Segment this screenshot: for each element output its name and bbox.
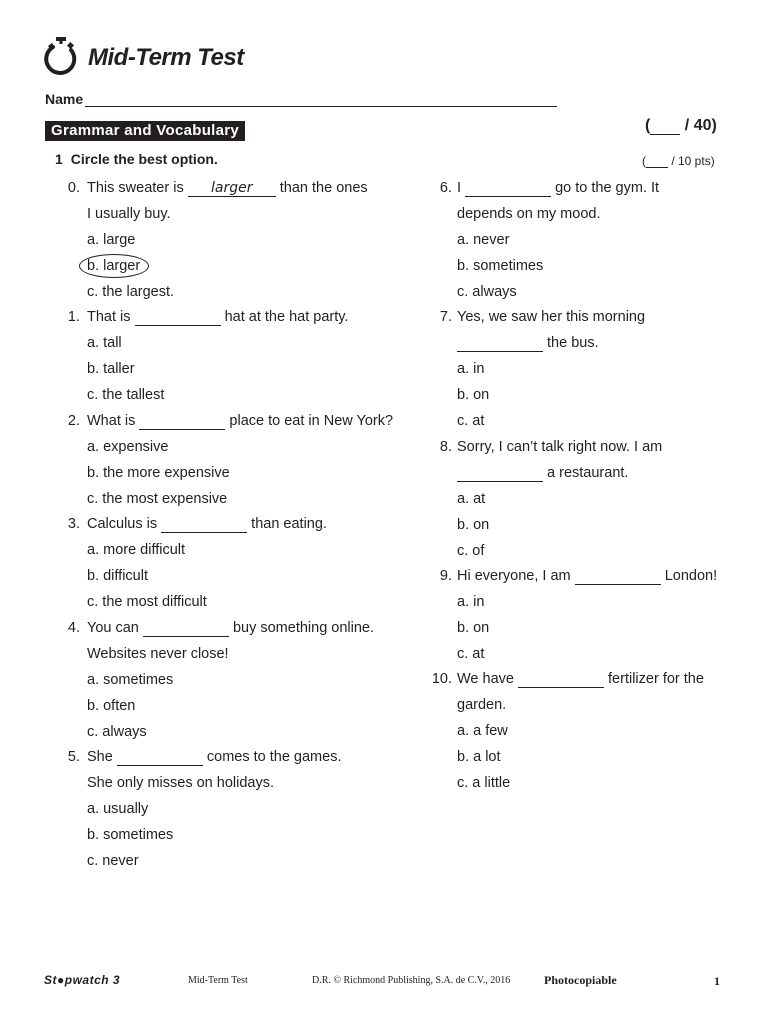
option[interactable]: a. more difficult	[87, 542, 186, 558]
option[interactable]: b. sometimes	[457, 258, 544, 274]
question-number: 6.	[439, 180, 452, 196]
option[interactable]: a. sometimes	[87, 672, 174, 688]
stem-after: buy something online.	[232, 620, 375, 636]
question-stem-line2: depends on my mood.	[457, 206, 601, 222]
stem-before: Yes, we saw her this morning	[457, 309, 646, 325]
question-stem	[87, 412, 393, 430]
stem-before: I	[457, 180, 462, 196]
stem-after: hat at the hat party.	[224, 309, 349, 325]
option-selected[interactable]: b. larger	[87, 258, 141, 274]
question-number: 8.	[439, 439, 452, 455]
stem-after: fertilizer for the	[608, 671, 704, 687]
footer-logo: St●pwatch 3	[44, 973, 121, 987]
stem-before: We have	[457, 671, 514, 687]
option[interactable]: c. the largest.	[87, 284, 175, 300]
question-stem	[87, 748, 341, 766]
question-stem	[457, 179, 659, 197]
option[interactable]: c. the tallest	[87, 387, 165, 403]
question-number: 5.	[67, 749, 80, 765]
page-number: 1	[714, 974, 720, 988]
option[interactable]: a. a few	[457, 723, 508, 739]
question-stem	[457, 438, 662, 456]
answer-blank[interactable]	[143, 622, 229, 637]
answer-blank[interactable]	[518, 673, 604, 688]
question-number: 2.	[67, 413, 80, 429]
answer-blank[interactable]	[457, 337, 543, 352]
option[interactable]: a. at	[457, 491, 486, 507]
option[interactable]: a. usually	[87, 801, 149, 817]
footer-test-name: Mid-Term Test	[188, 975, 248, 986]
stem-after: place to eat in New York?	[229, 413, 394, 429]
stem-after: the bus.	[547, 335, 599, 351]
name-line[interactable]	[85, 90, 557, 107]
option[interactable]: c. a little	[457, 775, 511, 791]
question-number: 0.	[67, 180, 80, 196]
option[interactable]: b. a lot	[457, 749, 501, 765]
question-stem-line2: garden.	[457, 697, 507, 713]
option[interactable]: b. on	[457, 620, 490, 636]
answer-blank[interactable]	[188, 182, 276, 197]
name-label: Name	[45, 91, 84, 107]
question-number: 7.	[439, 309, 452, 325]
option[interactable]: a. never	[457, 232, 510, 248]
exercise-number: 1	[55, 151, 63, 167]
section-heading: Grammar and Vocabulary	[45, 121, 245, 141]
stem-after: go to the gym. It	[555, 180, 660, 196]
total-score-blank[interactable]	[650, 120, 680, 135]
option[interactable]: c. the most difficult	[87, 594, 207, 610]
option[interactable]: c. always	[457, 284, 517, 300]
stem-after: a restaurant.	[547, 465, 629, 481]
option[interactable]: a. tall	[87, 335, 122, 351]
stem-after: than the ones	[279, 180, 368, 196]
handwritten-answer: larger	[210, 180, 253, 196]
question-number: 4.	[67, 620, 80, 636]
question-stem-line2: I usually buy.	[87, 206, 171, 222]
option[interactable]: c. the most expensive	[87, 491, 228, 507]
stem-after: comes to the games.	[206, 749, 342, 765]
stem-before: You can	[87, 620, 139, 636]
question-stem-line2: Websites never close!	[87, 646, 229, 662]
footer-photocopiable: Photocopiable	[544, 973, 617, 987]
exercise-points	[642, 154, 715, 168]
question-stem-line2: She only misses on holidays.	[87, 775, 274, 791]
answer-blank[interactable]	[139, 415, 225, 430]
stem-before: That is	[87, 309, 131, 325]
option[interactable]: b. the more expensive	[87, 465, 230, 481]
question-number: 10.	[431, 671, 452, 687]
footer-copyright: D.R. © Richmond Publishing, S.A. de C.V., 2016	[312, 975, 511, 986]
answer-circle	[79, 254, 149, 278]
option[interactable]: a. in	[457, 594, 485, 610]
stem-before: Hi everyone, I am	[457, 568, 571, 584]
answer-blank[interactable]	[457, 467, 543, 482]
question-stem	[457, 308, 645, 326]
option[interactable]: a. expensive	[87, 439, 169, 455]
option[interactable]: c. never	[87, 853, 139, 869]
question-stem-line2	[457, 464, 628, 482]
stem-before: Calculus is	[87, 516, 158, 532]
exercise-points-open: (	[642, 154, 646, 168]
answer-blank[interactable]	[465, 182, 551, 197]
option[interactable]: c. of	[457, 543, 485, 559]
answer-blank[interactable]	[117, 751, 203, 766]
answer-blank[interactable]	[161, 518, 247, 533]
option[interactable]: b. often	[87, 698, 136, 714]
name-field[interactable]	[45, 90, 557, 107]
option[interactable]: b. difficult	[87, 568, 148, 584]
question-number: 1.	[67, 309, 80, 325]
question-stem	[457, 670, 704, 688]
total-score-open: (	[645, 117, 651, 134]
question-stem	[87, 619, 374, 637]
question-number: 9.	[439, 568, 452, 584]
stem-before: Sorry, I can’t talk right now. I am	[457, 439, 663, 455]
question-stem	[87, 515, 327, 533]
page-title: Mid-Term Test	[88, 44, 244, 71]
total-score	[645, 117, 717, 135]
stem-after: than eating.	[251, 516, 327, 532]
exercise-points-blank[interactable]	[646, 156, 668, 168]
option[interactable]: a. in	[457, 361, 485, 377]
question-stem-line2	[457, 334, 599, 352]
exercise-heading	[55, 151, 218, 167]
option[interactable]: a. large	[87, 232, 136, 248]
total-score-label: / 40)	[680, 117, 717, 134]
option[interactable]: b. sometimes	[87, 827, 174, 843]
question-number: 3.	[67, 516, 80, 532]
stem-before: She	[87, 749, 113, 765]
exercise-points-label: / 10 pts)	[668, 154, 715, 168]
option[interactable]: b. on	[457, 517, 490, 533]
option[interactable]: c. at	[457, 646, 485, 662]
option[interactable]: c. at	[457, 413, 485, 429]
option[interactable]: b. on	[457, 387, 490, 403]
question-stem	[87, 308, 348, 326]
stem-after: London!	[664, 568, 718, 584]
stopwatch-icon	[44, 36, 78, 78]
option[interactable]: c. always	[87, 724, 147, 740]
answer-blank[interactable]	[135, 311, 221, 326]
stem-before: This sweater is	[87, 180, 184, 196]
answer-blank[interactable]	[575, 570, 661, 585]
option[interactable]: b. taller	[87, 361, 135, 377]
question-stem	[457, 567, 717, 585]
question-stem	[87, 179, 368, 197]
exercise-instruction: Circle the best option.	[70, 151, 218, 167]
stem-before: What is	[87, 413, 136, 429]
